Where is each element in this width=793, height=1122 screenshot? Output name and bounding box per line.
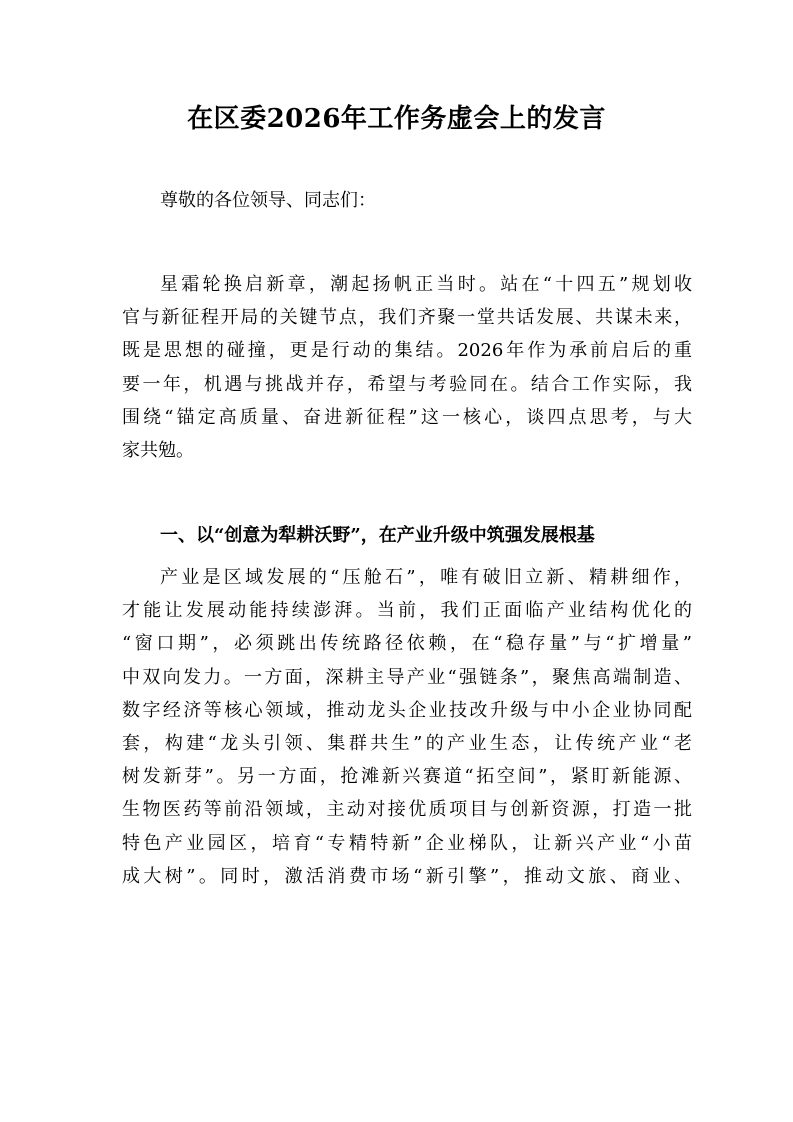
paragraph-line: 才能让发展动能持续澎湃。当前，我们正面临产业结构优化的 — [122, 600, 692, 622]
paragraph-line: 产业是区域发展的“压舱石”，唯有破旧立新、精耕细作， — [160, 567, 692, 588]
paragraph-line: 围绕“锚定高质量、奋进新征程”这一核心，谈四点思考，与大 — [122, 406, 692, 428]
paragraph-line: 特色产业园区，培育“专精特新”企业梯队，让新兴产业“小苗 — [122, 832, 692, 854]
document-title: 在区委2026年工作务虚会上的发言 — [187, 104, 606, 134]
paragraph-line: 套，构建“龙头引领、集群共生”的产业生态，让传统产业“老 — [122, 732, 692, 754]
paragraph-line: 家共勉。 — [122, 439, 194, 461]
paragraph-line: 星霜轮换启新章，潮起扬帆正当时。站在“十四五”规划收 — [160, 274, 692, 295]
paragraph-line: 既是思想的碰撞，更是行动的集结。2026年作为承前启后的重 — [122, 340, 692, 362]
section-heading: 一、以“创意为犁耕沃野”，在产业升级中筑强发展根基 — [160, 525, 595, 546]
paragraph-line: 要一年，机遇与挑战并存，希望与考验同在。结合工作实际，我 — [122, 373, 692, 395]
paragraph-line: 成大树”。同时，激活消费市场“新引擎”，推动文旅、商业、 — [122, 865, 692, 887]
section1-paragraph — [122, 561, 692, 893]
paragraph-line: 官与新征程开局的关键节点，我们齐聚一堂共话发展、共谋未来， — [122, 307, 692, 329]
intro-paragraph — [122, 268, 692, 467]
salutation: 尊敬的各位领导、同志们： — [160, 190, 376, 211]
paragraph-line: “窗口期”，必须跳出传统路径依赖，在“稳存量”与“扩增量” — [122, 633, 692, 655]
paragraph-line: 中双向发力。一方面，深耕主导产业“强链条”，聚焦高端制造、 — [122, 666, 692, 688]
paragraph-line: 生物医药等前沿领域，主动对接优质项目与创新资源，打造一批 — [122, 799, 692, 821]
paragraph-line: 树发新芽”。另一方面，抢滩新兴赛道“拓空间”，紧盯新能源、 — [122, 766, 692, 788]
paragraph-line: 数字经济等核心领域，推动龙头企业技改升级与中小企业协同配 — [122, 699, 692, 721]
